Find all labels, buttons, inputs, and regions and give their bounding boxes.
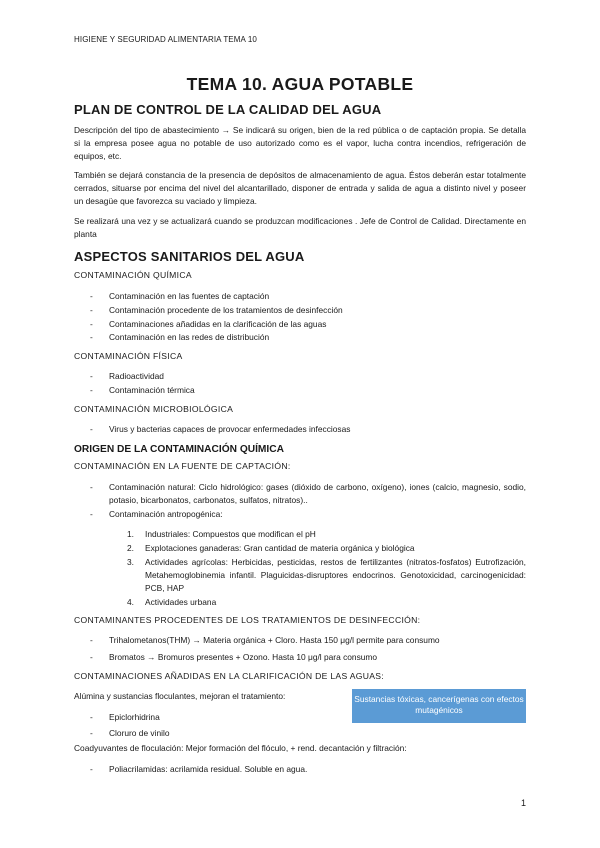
section-heading-plan: PLAN DE CONTROL DE LA CALIDAD DEL AGUA: [74, 102, 382, 117]
paragraph-actualizacion: Se realizará una vez y se actualizará cuando se produzcan modificaciones . Jefe de Control de Calidad. Directamente en planta: [74, 216, 526, 239]
subheading-clarificacion: CONTAMINACIONES AÑADIDAS EN LA CLARIFICACIÓN DE LAS AGUAS:: [74, 671, 384, 681]
subheading-fisica: CONTAMINACIÓN FÍSICA: [74, 351, 183, 361]
subheading-fuente-captacion: CONTAMINACIÓN EN LA FUENTE DE CAPTACIÓN:: [74, 461, 291, 471]
numbered-item: 3. Actividades agrícolas: Herbicidas, pesticidas, restos de fertilizantes (nitratos-fosfatos) Eutrofización, Metahemoglobinemia infantil. Plaguicidas-disruptores endocrinos. Genotoxicidad, carcinogenicidad: PCB, HAP: [127, 557, 526, 593]
subheading-quimica: CONTAMINACIÓN QUÍMICA: [74, 270, 192, 280]
numbered-item: 2. Explotaciones ganaderas: Gran cantidad de materia orgánica y biológica: [127, 543, 415, 553]
list-item: - Contaminación natural: Ciclo hidrológico: gases (dióxido de carbono, oxígeno), iones (calcio, magnesio, sodio, potasio, bicarbonatos, carbonatos, sulfatos, nitratos)..: [90, 482, 526, 505]
section-heading-origen: ORIGEN DE LA CONTAMINACIÓN QUÍMICA: [74, 444, 284, 455]
page-number: 1: [520, 798, 526, 808]
numbered-item: 4. Actividades urbana: [127, 597, 217, 607]
paragraph-alumina: Alúmina y sustancias floculantes, mejoran el tratamiento:: [74, 691, 286, 701]
page-title: TEMA 10. AGUA POTABLE: [186, 74, 414, 94]
paragraph-depositos: También se dejará constancia de la presencia de depósitos de almacenamiento de agua. Éstos deberán estar totalmente cerrados, situarse por encima del nivel del alcantarillado, disponer de entrada y salida de agua a distinto nivel y poseer un desagüe que favorezca su vaciado y limpieza.: [74, 170, 526, 206]
callout-note: Sustancias tóxicas, cancerígenas con efectos mutagénicos: [352, 689, 526, 723]
section-heading-aspectos: ASPECTOS SANITARIOS DEL AGUA: [74, 249, 305, 264]
document-page: HIGIENE Y SEGURIDAD ALIMENTARIA TEMA 10 TEMA 10. AGUA POTABLE PLAN DE CONTROL DE LA CALIDAD DEL AGUA Descripción del tipo de abastecimiento → Se indicará su origen, bien de la red pública o de captación propia. Se detalla si la empresa posee agua no potable de uso autorizado como es el vapor, lucha contra incendios, refrigeración de equipos, etc. También se dejará constancia de la presencia de depósitos de almacenamiento de agua. Éstos deberán estar totalmente cerrados, situarse por encima del nivel del alcantarillado, disponer de entrada y salida de agua a distinto nivel y poseer un desagüe que favorezca su vaciado y limpieza. Se realizará una vez y se actualizará cuando se produzcan modificaciones . Jefe de Control de Calidad. Directamente en planta ASPECTOS SANITARIOS DEL AGUA CONTAMINACIÓN QUÍMICA - Contaminación en las fuentes de captación - Contaminación procedente de los tratamientos de desinfección - Contaminaciones añadidas en la clarificación de las aguas - Contaminación en las redes de distribución CONTAMINACIÓN FÍSICA - Radioactividad - Contaminación térmica CONTAMINACIÓN MICROBIOLÓGICA - Virus y bacterias capaces de provocar enfermedades infecciosas ORIGEN DE LA CONTAMINACIÓN QUÍMICA CONTAMINACIÓN EN LA FUENTE DE CAPTACIÓN: - Contaminación natural: Ciclo hidrológico: gases (dióxido de carbono, oxígeno), iones (calcio, magnesio, sodio, potasio, bicarbonatos, carbonatos, sulfatos, nitratos).. - Contaminación antropogénica: 1. Industriales: Compuestos que modifican el pH 2. Explotaciones ganaderas: Gran cantidad de materia orgánica y biológica 3. Actividades agrícolas: Herbicidas, pesticidas, restos de fertilizantes (nitratos-fosfatos) Eutrofización, Metahemoglobinemia infantil. Plaguicidas-disruptores endocrinos. Genotoxicidad, carcinogenicidad: PCB, HAP 4. Actividades urbana CONTAMINANTES PROCEDENTES DE LOS TRATAMIENTOS DE DESINFECCIÓN: - Trihalometanos(THM) → Materia orgánica + Cloro. Hasta 150 μg/l permite para consumo - Bromatos → Bromuros presentes + Ozono. Hasta 10 μg/l para consumo CONTAMINACIONES AÑADIDAS EN LA CLARIFICACIÓN DE LAS AGUAS: Alúmina y sustancias floculantes, mejoran el tratamiento: - Epiclorhidrina - Cloruro de vinilo Sustancias tóxicas, cancerígenas con efectos mutagénicos Coadyuvantes de floculación: Mejor formación del flóculo, + rend. decantación y filtración: - Poliacrilamidas: acrilamida residual. Soluble en agua. 1: [0, 0, 600, 848]
paragraph-coadyuvantes: Coadyuvantes de floculación: Mejor formación del flóculo, + rend. decantación y filtración:: [74, 743, 407, 753]
numbered-item: 1. Industriales: Compuestos que modifican el pH: [127, 529, 316, 539]
list-item: - Contaminación antropogénica:: [90, 509, 223, 519]
paragraph-abastecimiento: Descripción del tipo de abastecimiento → Se indicará su origen, bien de la red pública o de captación propia. Se detalla si la empresa posee agua no potable de uso autorizado como es el vapor, lucha contra incendios, refrigeración de equipos, etc.: [74, 125, 526, 161]
subheading-desinfeccion: CONTAMINANTES PROCEDENTES DE LOS TRATAMIENTOS DE DESINFECCIÓN:: [74, 615, 421, 625]
running-header: HIGIENE Y SEGURIDAD ALIMENTARIA TEMA 10: [74, 35, 257, 44]
subheading-microbiologica: CONTAMINACIÓN MICROBIOLÓGICA: [74, 404, 234, 414]
